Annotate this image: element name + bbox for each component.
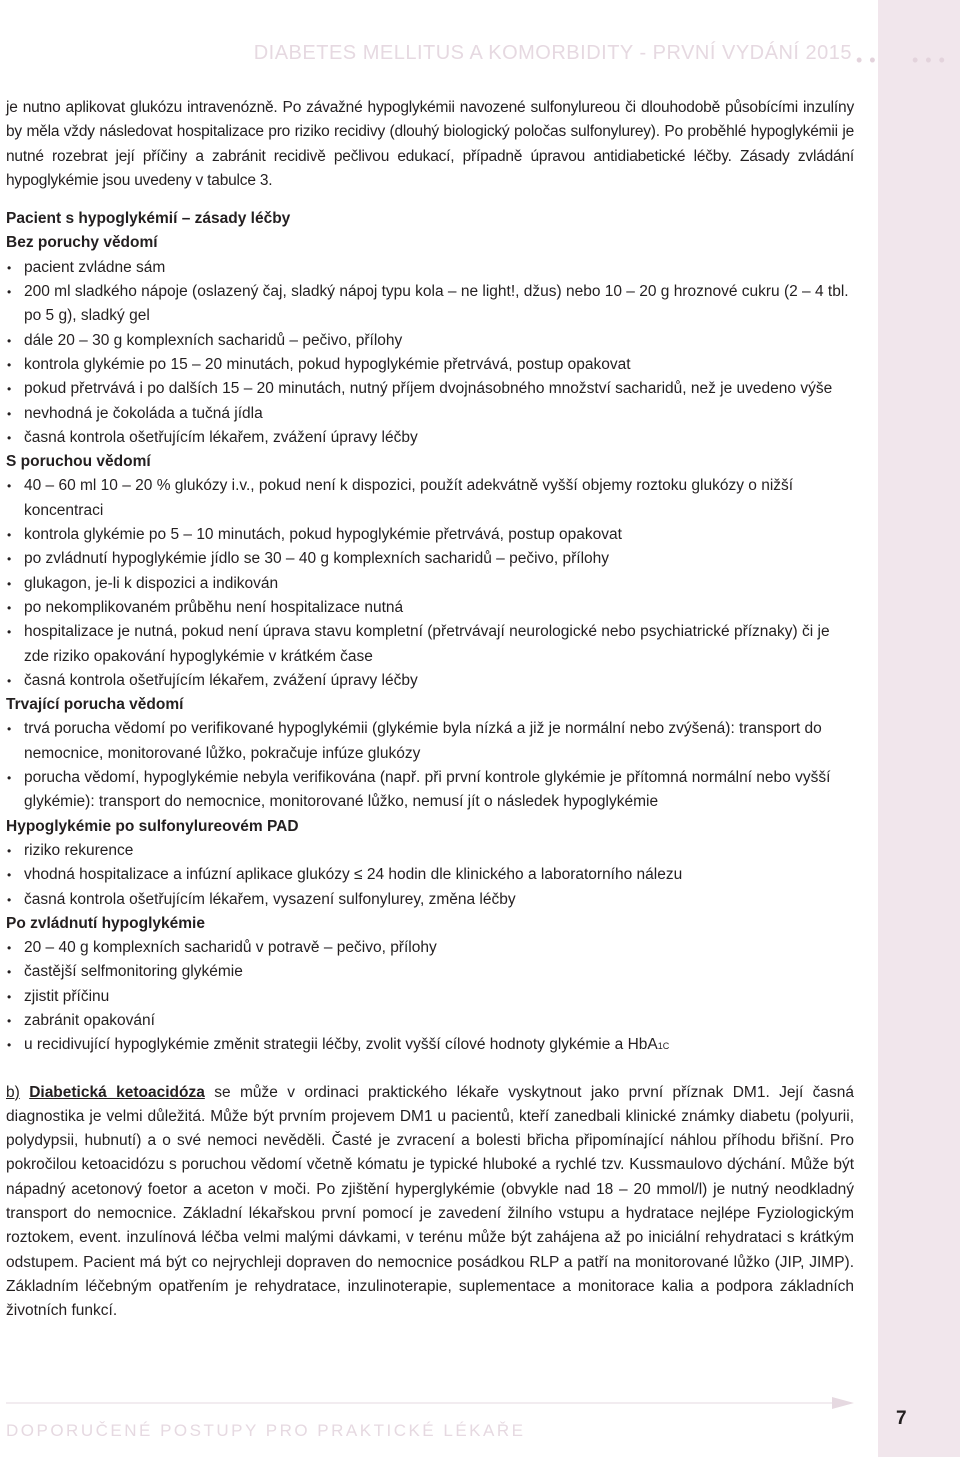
box-title: Pacient s hypoglykémií – zásady léčby <box>6 210 291 228</box>
header-title: DIABETES MELLITUS A KOMORBIDITY - PRVNÍ VYDÁNÍ 2015 <box>253 42 852 64</box>
list-item: • kontrola glykémie po 15 – 20 minutách, pokud hypoglykémie přetrvává, postup opakovat <box>6 353 854 377</box>
list-item: • riziko rekurence <box>6 839 854 863</box>
ketoacidosis-term: Diabetická ketoacidóza <box>29 1083 205 1101</box>
list-item: • hospitalizace je nutná, pokud není úprava stavu kompletní (přetrvávají neurologické nebo psychiatrické příznaky) či je zde riziko opakování hypoglykémie v krátkém čase <box>6 620 854 669</box>
list-item: • po nekomplikovaném průběhu není hospitalizace nutná <box>6 596 854 620</box>
section-list <box>6 474 854 693</box>
footer-label: DOPORUČENÉ POSTUPY PRO PRAKTICKÉ LÉKAŘE <box>6 1421 526 1440</box>
list-item: • pokud přetrvává i po dalších 15 – 20 minutách, nutný příjem dvojnásobného množství sacharidů, než je uvedeno výše <box>6 377 854 401</box>
treatment-box <box>6 207 854 1058</box>
list-item: • pacient zvládne sám <box>6 256 854 280</box>
section-heading: Po zvládnutí hypoglykémie <box>6 914 205 932</box>
list-item: • vhodná hospitalizace a infúzní aplikace glukózy ≤ 24 hodin dle klinického a laboratorního nálezu <box>6 863 854 887</box>
section-list <box>6 256 854 450</box>
list-item: • 200 ml sladkého nápoje (oslazený čaj, sladký nápoj typu kola – ne light!, džus) nebo 10 – 20 g hroznové cukru (2 – 4 tbl. po 5 g), sladký gel <box>6 280 854 329</box>
list-item: • kontrola glykémie po 5 – 10 minutách, pokud hypoglykémie přetrvává, postup opakovat <box>6 523 854 547</box>
list-item: • 40 – 60 ml 10 – 20 % glukózy i.v., pokud není k dispozici, použít adekvátně vyšší objemy roztoku glukózy o nižší koncentraci <box>6 474 854 523</box>
section-heading: S poruchou vědomí <box>6 453 151 471</box>
list-item: • časná kontrola ošetřujícím lékařem, vysazení sulfonylurey, změna léčby <box>6 888 854 912</box>
hba1c-subscript: 1C <box>657 1041 670 1052</box>
section-list <box>6 936 854 1058</box>
last-item-text: u recidivující hypoglykémie změnit strategii léčby, zvolit vyšší cílové hodnoty glykémie a HbA <box>24 1036 658 1054</box>
list-item: • porucha vědomí, hypoglykémie nebyla verifikována (např. při první kontrole glykémie je přítomná normální nebo vyšší glykémie): transport do nemocnice, monitorované lůžko, nemusí jít o následek hypoglykémie <box>6 766 854 815</box>
paragraph-letter: b) <box>6 1083 20 1101</box>
list-item: • zabránit opakování <box>6 1009 854 1033</box>
section-heading: Trvající porucha vědomí <box>6 696 184 714</box>
footer-arrow-icon <box>6 1396 854 1410</box>
header-dots: • • <box>856 50 877 70</box>
list-item: • po zvládnutí hypoglykémie jídlo se 30 – 40 g komplexních sacharidů – pečivo, přílohy <box>6 547 854 571</box>
page-number: 7 <box>896 1408 907 1429</box>
section-heading: Hypoglykémie po sulfonylureovém PAD <box>6 817 299 835</box>
list-item: • časná kontrola ošetřujícím lékařem, zvážení úpravy léčby <box>6 669 854 693</box>
list-item: • glukagon, je-li k dispozici a indikován <box>6 572 854 596</box>
list-item: • častější selfmonitoring glykémie <box>6 960 854 984</box>
section-list <box>6 839 854 912</box>
list-item: • trvá porucha vědomí po verifikované hypoglykémii (glykémie byla nízká a již je normální nebo zvýšená): transport do nemocnice, monitorované lůžko, pokračuje infúze glukózy <box>6 717 854 766</box>
list-item: • nevhodná je čokoláda a tučná jídla <box>6 402 854 426</box>
intro-paragraph: je nutno aplikovat glukózu intravenózně. Po závažné hypoglykémii navozené sulfonylureou či dlouhodobě působícími inzulíny by měla vždy následovat hospitalizace pro riziko recidivy (dlouhý biologický poločas sulfonylurey). Po proběhlé hypoglykémii je nutné rozebrat její příčiny a zabránit recidivě pečlivou edukací, případně úpravou antidiabetické léčby. Zásady zvládání hypoglykémie jsou uvedeny v tabulce 3. <box>6 99 854 189</box>
section-heading: Bez poruchy vědomí <box>6 234 158 252</box>
list-item: • dále 20 – 30 g komplexních sacharidů – pečivo, přílohy <box>6 329 854 353</box>
header-dots-right: • • • <box>912 50 946 70</box>
list-item: • časná kontrola ošetřujícím lékařem, zvážení úpravy léčby <box>6 426 854 450</box>
page-content <box>6 96 854 1324</box>
list-item: • 20 – 40 g komplexních sacharidů v potravě – pečivo, přílohy <box>6 936 854 960</box>
section-list <box>6 717 854 814</box>
list-item <box>6 1033 854 1058</box>
ketoacidosis-paragraph <box>6 1081 854 1324</box>
list-item: • zjistit příčinu <box>6 985 854 1009</box>
side-color-bar <box>878 0 960 1457</box>
paragraph-text: se může v ordinaci praktického lékaře vyskytnout jako první příznak DM1. Její časná diagnostika je velmi důležitá. Může být prvním projevem DM1 u pacientů, kteří zanedbali klinické známky diabetu (polyurii, polydypsii, hubnutí) a o své nemoci nevěděli. Časté je zvracení a bolesti břicha připomínající náhlou příhodu břišní. Pro pokročilou ketoacidózu s poruchou vědomí včetně kómatu je typické hluboké a rychlé tzv. Kussmaulovo dýchání. Může být nápadný acetonový foetor a aceton v moči. Po zjištění hyperglykémie (obvykle nad 18 – 20 mmol/l) je nutný neodkladný transport do nemocnice. Základní lékařskou první pomocí je zavedení žilního vstupu a hydratace nejlépe Fyziologickým roztokem, event. inzulínová léčba velmi malými dávkami, v terénu může být zahájena až po iniciální rehydrataci s krátkým odstupem. Pacient má být co nejrychleji dopraven do nemocnice posádkou RLP a patří na monitorované lůžko (JIP, JIMP). Základním léčebným opatřením je rehydratace, inzulinoterapie, suplementace a monitorace kalia a podpora základních životních funkcí. <box>6 1083 854 1320</box>
